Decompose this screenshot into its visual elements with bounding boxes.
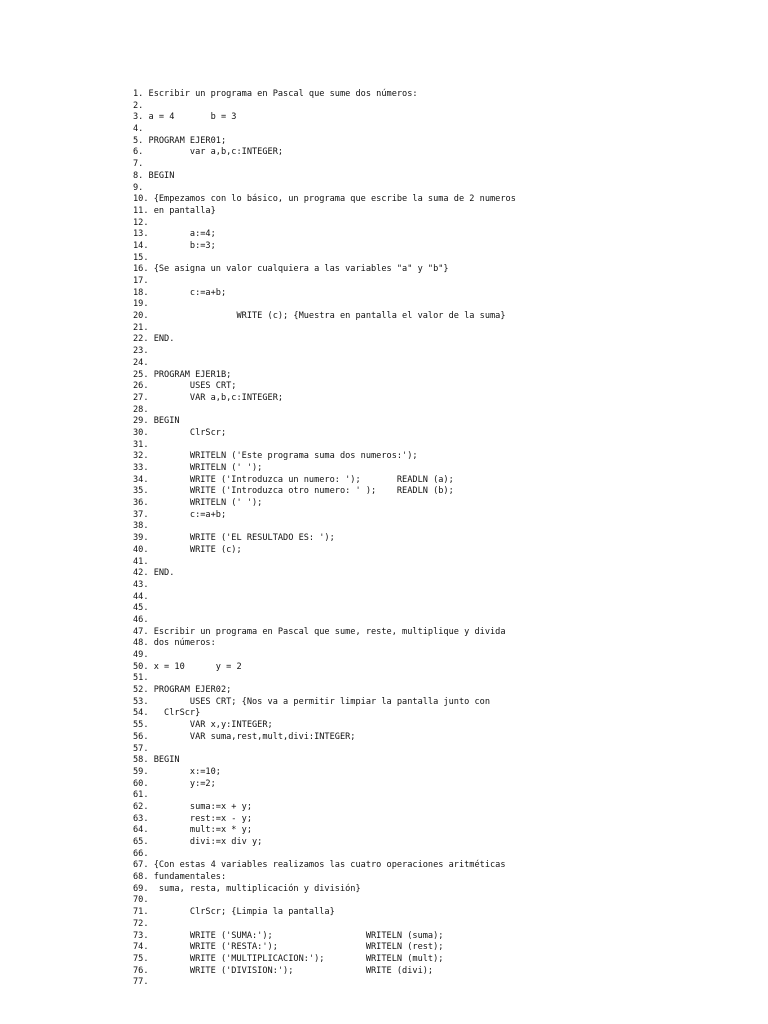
- code-line: 17.: [133, 276, 149, 286]
- code-line: 44.: [133, 591, 149, 602]
- code-line: 76. WRITE ('DIVISION:'); WRITE (divi);: [133, 965, 434, 976]
- code-line: 50. x = 10 y = 2: [133, 661, 242, 672]
- code-line: 70.: [133, 895, 149, 906]
- code-document: [133, 89, 753, 989]
- code-line: 66.: [133, 848, 149, 859]
- code-line: 42. END.: [133, 568, 175, 579]
- code-line: 19.: [133, 299, 149, 310]
- code-line: 47. Escribir un programa en Pascal que sume, reste, multiplique y divida: [133, 626, 506, 637]
- code-line: 51.: [133, 673, 149, 684]
- code-line: 64. mult:=x * y;: [133, 825, 252, 836]
- code-line: 27. VAR a,b,c:INTEGER;: [133, 392, 284, 403]
- code-line: 57.: [133, 743, 149, 754]
- code-line: 62. suma:=x + y;: [133, 801, 252, 812]
- code-line: 36. WRITELN (' ');: [133, 498, 263, 509]
- code-line: 6. var a,b,c:INTEGER;: [133, 147, 284, 158]
- code-line: 68. fundamentales:: [133, 872, 227, 883]
- code-line: 41.: [133, 556, 149, 567]
- code-line: 21.: [133, 322, 149, 333]
- code-line: 38.: [133, 521, 149, 532]
- code-line: 67. {Con estas 4 variables realizamos las cuatro operaciones aritméticas: [133, 860, 506, 871]
- code-line: 4.: [133, 124, 144, 135]
- code-line: 32. WRITELN ('Este programa suma dos numeros:');: [133, 451, 418, 462]
- code-line: 58. BEGIN: [133, 755, 180, 766]
- code-line: 12.: [133, 217, 149, 228]
- code-line: 33. WRITELN (' ');: [133, 463, 263, 473]
- code-line: 29. BEGIN: [133, 416, 180, 427]
- code-line: 2.: [133, 100, 144, 111]
- code-line: 56. VAR suma,rest,mult,divi:INTEGER;: [133, 731, 356, 742]
- code-line: 37. c:=a+b;: [133, 509, 227, 520]
- code-line: 11. en pantalla}: [133, 205, 216, 216]
- code-line: 3. a = 4 b = 3: [133, 112, 237, 123]
- code-line: 69. suma, resta, multiplicación y división}: [133, 883, 361, 894]
- code-line: 77.: [133, 977, 149, 988]
- code-line: 52. PROGRAM EJER02;: [133, 685, 232, 696]
- code-line: 28.: [133, 404, 149, 415]
- code-line: 40. WRITE (c);: [133, 544, 242, 555]
- code-line: 54. ClrScr}: [133, 708, 201, 719]
- code-line: 9.: [133, 182, 144, 193]
- code-line: 14. b:=3;: [133, 240, 216, 251]
- code-line: 25. PROGRAM EJER1B;: [133, 369, 232, 380]
- code-line: 16. {Se asigna un valor cualquiera a las variables "a" y "b"}: [133, 264, 449, 275]
- code-line: 35. WRITE ('Introduzca otro numero: ' ); READLN (b);: [133, 486, 454, 497]
- code-line: 7.: [133, 159, 144, 170]
- code-line: 74. WRITE ('RESTA:'); WRITELN (rest);: [133, 942, 444, 953]
- code-line: 31.: [133, 439, 149, 450]
- code-line: 13. a:=4;: [133, 229, 216, 240]
- code-line: 23.: [133, 346, 149, 357]
- code-line: 75. WRITE ('MULTIPLICACION:'); WRITELN (mult);: [133, 953, 444, 964]
- code-line: 22. END.: [133, 334, 175, 345]
- code-line: 43.: [133, 579, 149, 590]
- code-line: 59. x:=10;: [133, 766, 221, 777]
- code-line: 1. Escribir un programa en Pascal que sume dos números:: [133, 89, 418, 99]
- code-line: 15.: [133, 252, 149, 263]
- code-line: 72.: [133, 918, 149, 929]
- code-line: 55. VAR x,y:INTEGER;: [133, 720, 273, 731]
- code-line: 73. WRITE ('SUMA:'); WRITELN (suma);: [133, 930, 444, 941]
- code-line: 8. BEGIN: [133, 170, 175, 181]
- code-line: 53. USES CRT; {Nos va a permitir limpiar la pantalla junto con: [133, 696, 490, 707]
- code-line: 30. ClrScr;: [133, 427, 227, 438]
- code-line: 5. PROGRAM EJER01;: [133, 135, 227, 146]
- code-line: 20. WRITE (c); {Muestra en pantalla el valor de la suma}: [133, 311, 506, 322]
- code-line: 65. divi:=x div y;: [133, 837, 263, 847]
- code-line: 34. WRITE ('Introduzca un numero: '); READLN (a);: [133, 474, 454, 485]
- code-line: 10. {Empezamos con lo básico, un programa que escribe la suma de 2 numeros: [133, 194, 516, 205]
- code-line: 18. c:=a+b;: [133, 287, 227, 298]
- code-line: 60. y:=2;: [133, 778, 216, 789]
- code-line: 63. rest:=x - y;: [133, 813, 252, 824]
- code-line: 71. ClrScr; {Limpia la pantalla}: [133, 907, 335, 918]
- code-line: 39. WRITE ('EL RESULTADO ES: ');: [133, 533, 335, 544]
- code-line: 24.: [133, 357, 149, 368]
- code-line: 46.: [133, 614, 149, 625]
- code-line: 49.: [133, 650, 149, 660]
- code-line: 45.: [133, 603, 149, 614]
- code-line: 26. USES CRT;: [133, 381, 237, 392]
- code-line: 48. dos números:: [133, 638, 216, 649]
- code-line: 61.: [133, 790, 149, 801]
